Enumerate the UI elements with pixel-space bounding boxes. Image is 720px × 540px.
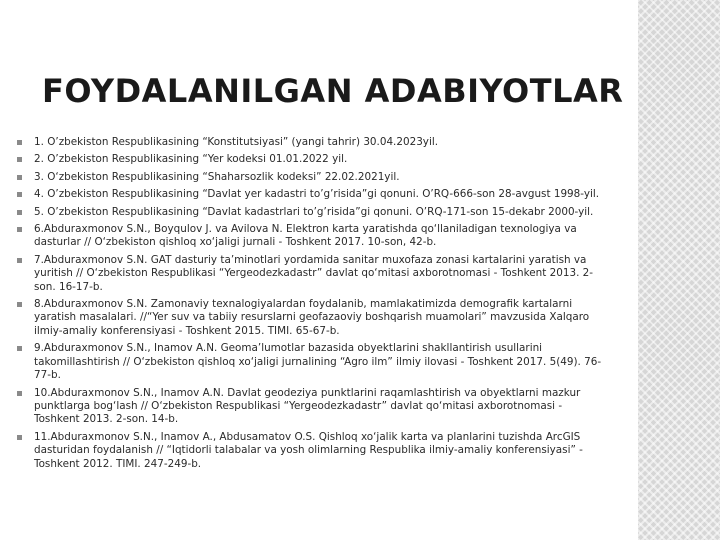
reference-text: 1. O’zbekiston Respublikasining “Konstitutsiyasi” (yangi tahrir) 30.04.2023yil. — [34, 136, 439, 148]
list-item — [12, 254, 608, 294]
list-item — [12, 223, 608, 250]
decorative-side-panel — [638, 0, 720, 540]
list-item — [12, 431, 608, 471]
bullet-icon — [17, 175, 22, 180]
bullet-icon — [17, 302, 22, 307]
list-item — [12, 342, 608, 382]
reference-text: 10.Abduraxmonov S.N., Inamov A.N. Davlat geodeziya punktlarini raqamlashtirish va obyektlarni mazkur punktlarga bog‘lash // O‘zbekiston Respublikasi “Yergeodezkadastr” davlat qo‘mitasi axborotnomasi - Toshkent 2013. 2-son. 14-b. — [34, 386, 581, 426]
list-item — [12, 171, 608, 184]
list-item — [12, 136, 608, 149]
bullet-icon — [17, 192, 22, 197]
bullet-icon — [17, 391, 22, 396]
list-item — [12, 298, 608, 338]
reference-text: 6.Abduraxmonov S.N., Boyqulov J. va Avilova N. Elektron karta yaratishda qo‘llaniladigan texnologiya va dasturlar // O‘zbekiston qishloq xo‘jaligi jurnali - Toshkent 2017. 10-son, 42-b. — [34, 223, 577, 249]
reference-list — [12, 136, 608, 475]
reference-text: 9.Abduraxmonov S.N., Inamov A.N. Geoma’lumotlar bazasida obyektlarini shakllantirish usullarini takomillashtirish // O‘zbekiston qishloq xo‘jaligi jurnalining “Agro ilm” ilmiy ilovasi - Toshkent 2017. 5(49). 76-77-b. — [34, 342, 602, 382]
list-item — [12, 206, 608, 219]
reference-text: 3. O‘zbekiston Respublikasining “Shaharsozlik kodeksi” 22.02.2021yil. — [34, 170, 400, 183]
bullet-icon — [17, 227, 22, 232]
reference-text: 11.Abduraxmonov S.N., Inamov A., Abdusamatov O.S. Qishloq xo‘jalik karta va planlarini tuzishda ArcGIS dasturidan foydalanish // “Iqtidorli talabalar va yosh olimlarning Respublika ilmiy-amaliy konferensiyasi” - Toshkent 2012. TIMI. 247-249-b. — [34, 430, 583, 470]
page-title: FOYDALANILGAN ADABIYOTLAR — [42, 72, 624, 110]
list-item — [12, 387, 608, 427]
bullet-icon — [17, 435, 22, 440]
reference-text: 7.Abduraxmonov S.N. GAT dasturiy ta’minotlari yordamida sanitar muxofaza zonasi kartalarini yaratish va yuritish // O‘zbekiston Respublikasi “Yergeodezkadastr” davlat qo‘mitasi axborotnomasi - Toshkent 2013. 2-son. 16-17-b. — [34, 253, 594, 293]
bullet-icon — [17, 210, 22, 215]
bullet-icon — [17, 346, 22, 351]
bullet-icon — [17, 157, 22, 162]
reference-text: 8.Abduraxmonov S.N. Zamonaviy texnalogiyalardan foydalanib, mamlakatimizda demografik kartalarni yaratish masalalari. //“Yer suv va tabiiy resurslarni geofazaoviy boshqarish muamolari” mavzusida Xalqaro ilmiy-amaliy konferensiyasi - Toshkent 2015. TIMI. 65-67-b. — [34, 298, 590, 337]
bullet-icon — [17, 258, 22, 263]
list-item — [12, 153, 608, 166]
reference-text: 2. O’zbekiston Respublikasining “Yer kodeksi 01.01.2022 yil. — [34, 153, 348, 166]
bullet-icon — [17, 140, 22, 145]
list-item — [12, 188, 608, 201]
reference-text: 4. O’zbekiston Respublikasining “Davlat yer kadastri to’g’risida”gi qonuni. O’RQ-666-son 28-avgust 1998-yil. — [34, 188, 600, 201]
reference-text: 5. O’zbekiston Respublikasining “Davlat kadastrlari to’g’risida”gi qonuni. O’RQ-171-son 15-dekabr 2000-yil. — [34, 205, 594, 218]
